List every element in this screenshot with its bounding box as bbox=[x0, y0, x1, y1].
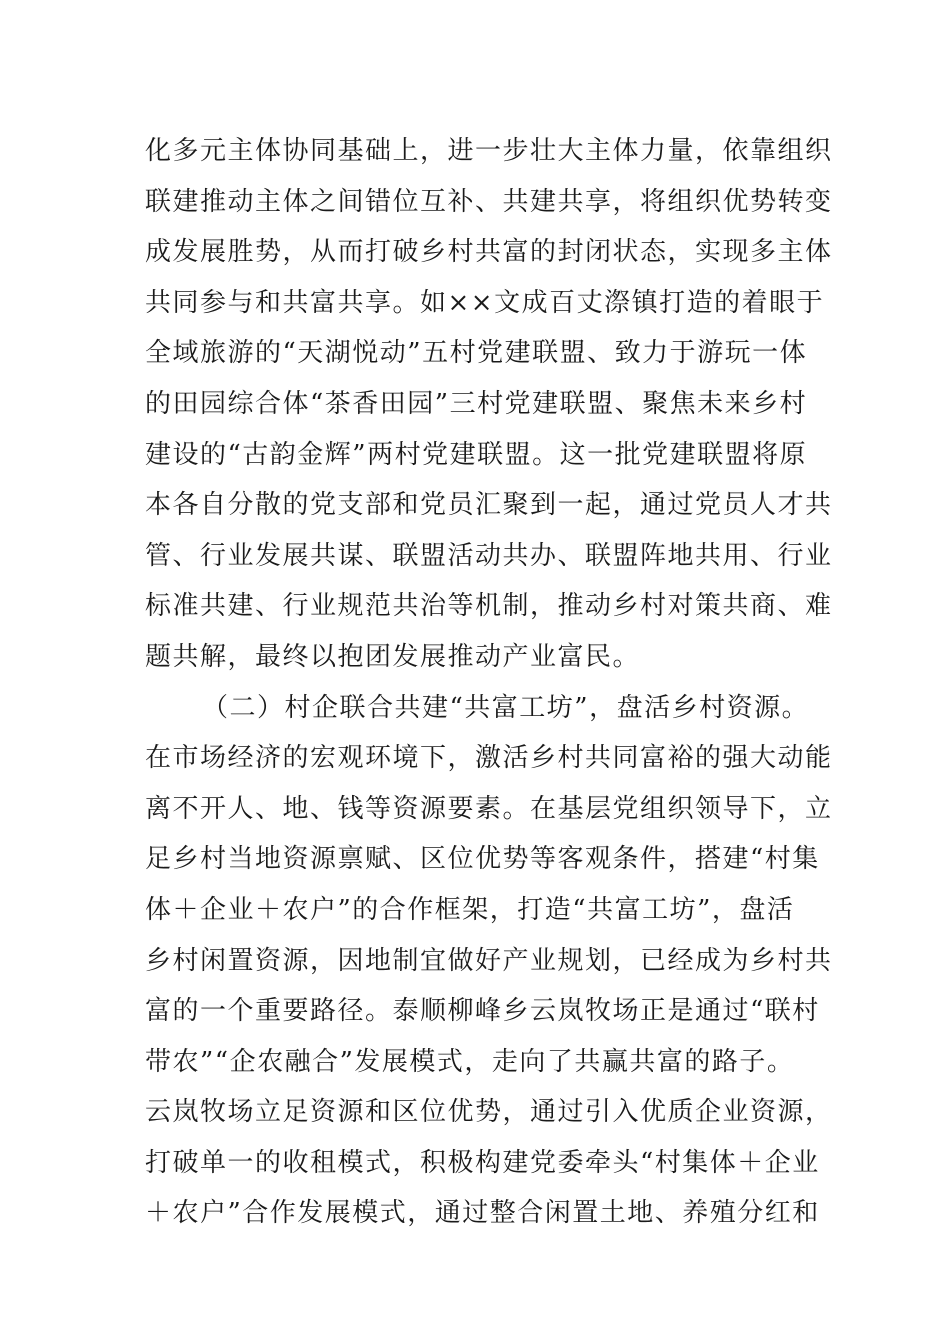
text-line: 建设的“古韵金辉”两村党建联盟。这一批党建联盟将原 bbox=[145, 439, 808, 470]
text-line: 足乡村当地资源禀赋、区位优势等客观条件，搭建“村集 bbox=[145, 844, 820, 875]
text-line: 在市场经济的宏观环境下，激活乡村共同富裕的强大动能 bbox=[145, 743, 833, 774]
text-line: 成发展胜势，从而打破乡村共富的封闭状态，实现多主体 bbox=[145, 237, 833, 268]
text-line: 题共解，最终以抱团发展推动产业富民。 bbox=[145, 641, 641, 672]
body-text bbox=[145, 126, 833, 1239]
text-line: 乡村闲置资源，因地制宜做好产业规划，已经成为乡村共 bbox=[145, 945, 833, 976]
text-line: 全域旅游的“天湖悦动”五村党建联盟、致力于游玩一体 bbox=[145, 338, 808, 369]
text-line: 体＋企业＋农户”的合作框架，打造“共富工坊”，盘活 bbox=[145, 894, 795, 925]
text-line: 富的一个重要路径。泰顺柳峰乡云岚牧场正是通过“联村 bbox=[145, 996, 820, 1027]
text-line: 化多元主体协同基础上，进一步壮大主体力量，依靠组织 bbox=[145, 136, 833, 166]
text-line: 打破单一的收租模式，积极构建党委牵头“村集体＋企业 bbox=[145, 1147, 820, 1178]
text-line: 带农”“企农融合”发展模式，走向了共赢共富的路子。 bbox=[145, 1046, 795, 1077]
text-line: 管、行业发展共谋、联盟活动共办、联盟阵地共用、行业 bbox=[145, 540, 833, 571]
text-line: 离不开人、地、钱等资源要素。在基层党组织领导下，立 bbox=[145, 793, 833, 824]
text-line: 的田园综合体“茶香田园”三村党建联盟、聚焦未来乡村 bbox=[145, 388, 808, 419]
text-line: 标准共建、行业规范共治等机制，推动乡村对策共商、难 bbox=[145, 591, 833, 622]
text-line: 联建推动主体之间错位互补、共建共享，将组织优势转变 bbox=[145, 186, 833, 217]
text-line: ＋农户”合作发展模式，通过整合闲置土地、养殖分红和 bbox=[145, 1198, 820, 1229]
section-heading: （二）村企联合共建“共富工坊”，盘活乡村资源。 bbox=[202, 692, 810, 723]
text-line: 共同参与和共富共享。如××文成百丈漈镇打造的着眼于 bbox=[145, 287, 825, 318]
text-line: 云岚牧场立足资源和区位优势，通过引入优质企业资源， bbox=[145, 1097, 833, 1128]
text-line: 本各自分散的党支部和党员汇聚到一起，通过党员人才共 bbox=[145, 490, 833, 521]
